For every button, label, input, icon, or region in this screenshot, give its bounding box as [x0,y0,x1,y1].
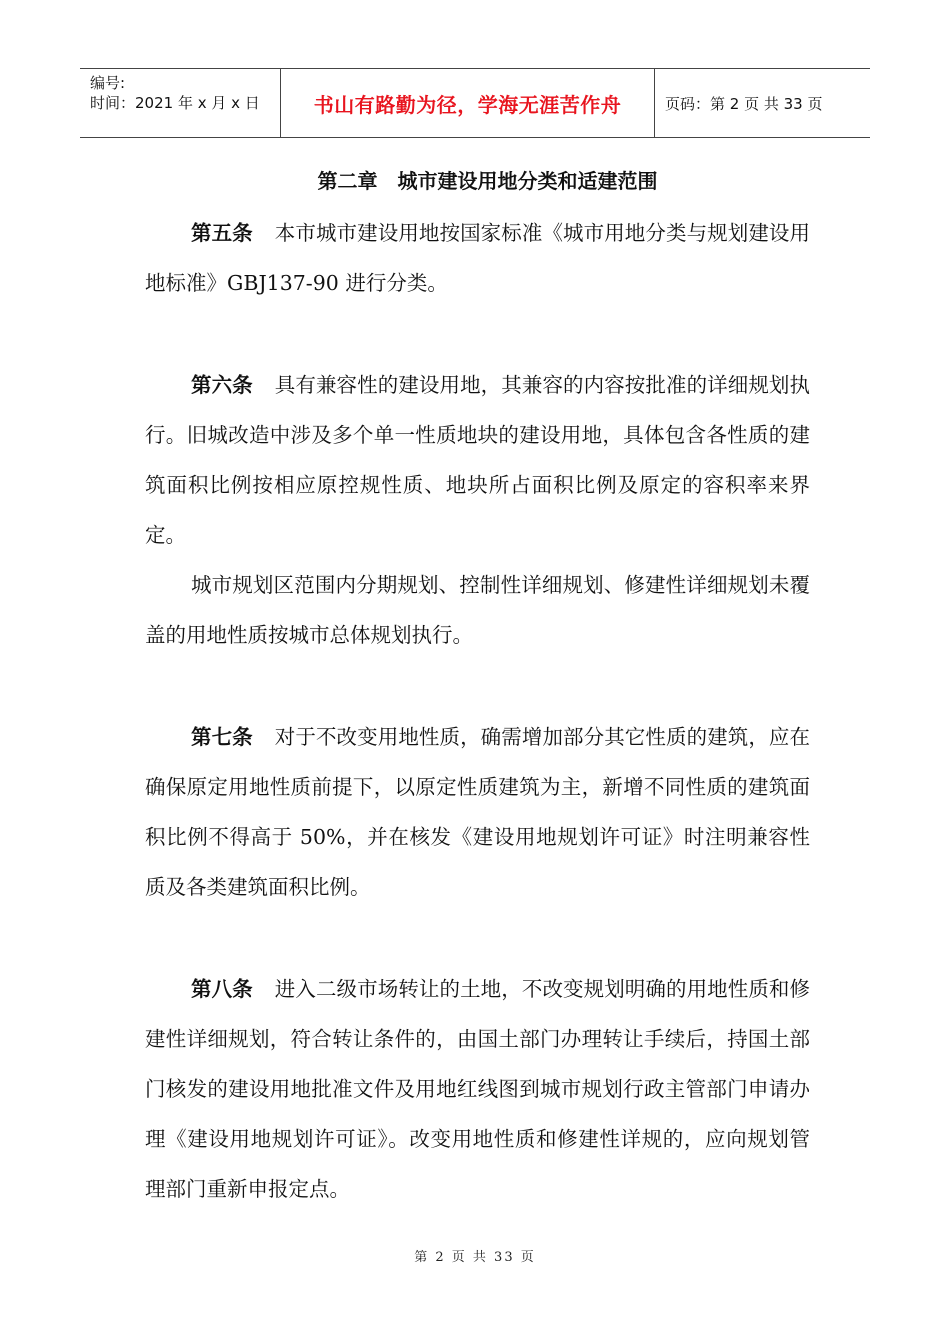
document-time-label: 时间：2021 年 x 月 x 日 [90,94,260,112]
document-body [145,165,810,1214]
article-number: 第六条 [191,373,253,397]
spacer [145,308,810,360]
chapter-title: 第二章 城市建设用地分类和适建范围 [317,169,658,193]
article-text: 本市城市建设用地按国家标准《城市用地分类与规划建设用地标准》GBJ137-90 进行分类。 [145,221,811,295]
article-5 [145,208,810,308]
page-footer: 第 2 页 共 33 页 [414,1250,536,1265]
document-number-label: 编号: [90,74,126,92]
article-6-paragraph-2: 城市规划区范围内分期规划、控制性详细规划、修建性详细规划未覆盖的用地性质按城市总体规划执行。 [145,573,810,647]
header-motto: 书山有路勤为径，学海无涯苦作舟 [281,69,655,137]
article-number: 第五条 [191,221,253,245]
article-8 [145,964,810,1214]
article-7 [145,712,810,912]
header-page-info: 页码：第 2 页 共 33 页 [665,94,823,113]
article-text: 进入二级市场转让的土地，不改变规划明确的用地性质和修建性详细规划，符合转让条件的，由国土部门办理转让手续后，持国土部门核发的建设用地批准文件及用地红线图到城市规划行政主管部门申请办理《建设用地规划许可证》。改变用地性质和修建性详规的，应向规划管理部门重新申报定点。 [145,977,811,1201]
article-number: 第七条 [191,725,253,749]
article-text: 对于不改变用地性质，确需增加部分其它性质的建筑，应在确保原定用地性质前提下，以原定性质建筑为主，新增不同性质的建筑面积比例不得高于 50%，并在核发《建设用地规划许可证》时注明兼容性质及各类建筑面积比例。 [145,725,811,899]
spacer [145,660,810,712]
article-text: 具有兼容性的建设用地，其兼容的内容按批准的详细规划执行。旧城改造中涉及多个单一性质地块的建设用地，具体包含各性质的建筑面积比例按相应原控规性质、地块所占面积比例及原定的容积率来界定。 [145,373,811,547]
article-6 [145,360,810,560]
page-header [80,68,870,138]
header-meta [80,69,281,137]
article-number: 第八条 [191,977,253,1001]
spacer [145,912,810,964]
